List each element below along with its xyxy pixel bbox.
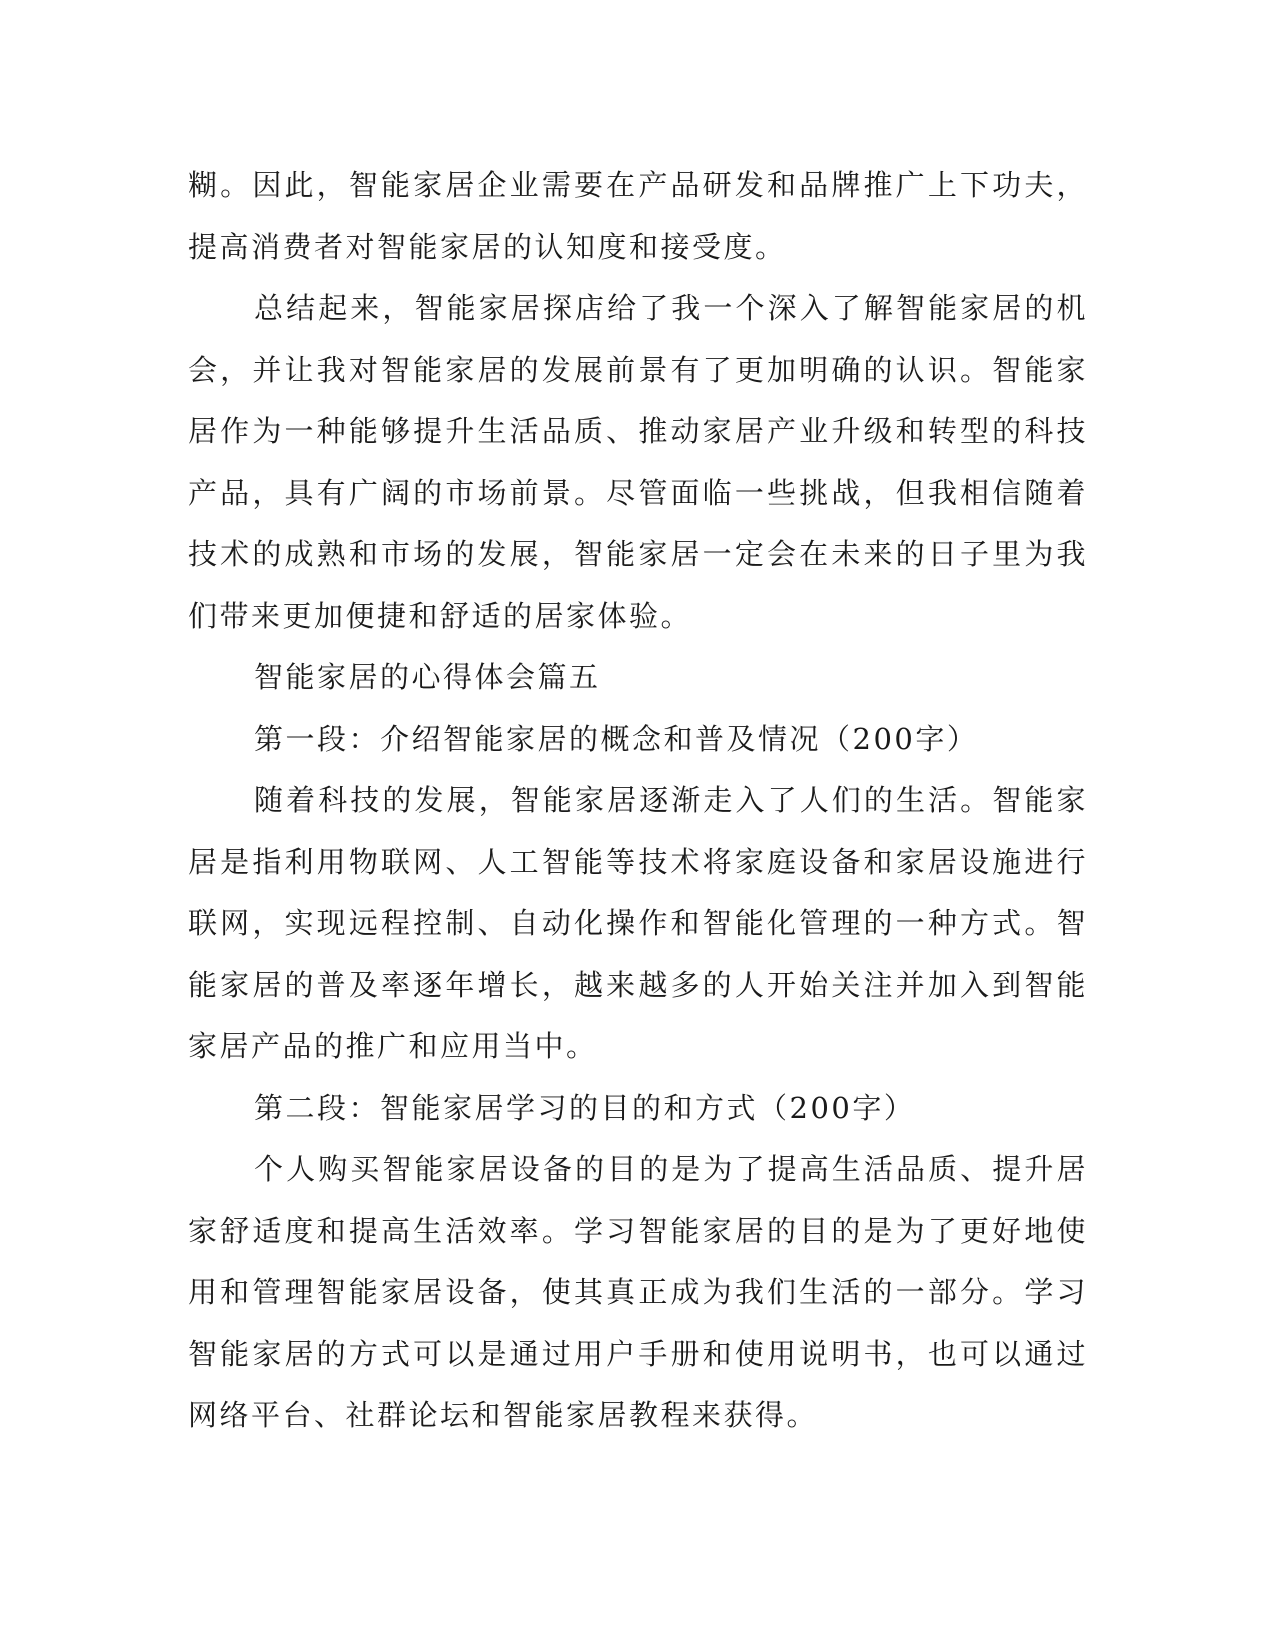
paragraph-concept: 随着科技的发展，智能家居逐渐走入了人们的生活。智能家居是指利用物联网、人工智能等技术将家庭设备和家居设施进行联网，实现远程控制、自动化操作和智能化管理的一种方式。智能家居的普及率逐年增长，越来越多的人开始关注并加入到智能家居产品的推广和应用当中。 [188, 783, 1088, 1063]
paragraph-summary: 总结起来，智能家居探店给了我一个深入了解智能家居的机会，并让我对智能家居的发展前景有了更加明确的认识。智能家居作为一种能够提升生活品质、推动家居产业升级和转型的科技产品，具有广阔的市场前景。尽管面临一些挑战，但我相信随着技术的成熟和市场的发展，智能家居一定会在未来的日子里为我们带来更加便捷和舒适的居家体验。 [188, 291, 1088, 633]
section-title: 智能家居的心得体会篇五 [254, 660, 601, 694]
document-body [188, 155, 1088, 1447]
paragraph-continuation: 糊。因此，智能家居企业需要在产品研发和品牌推广上下功夫，提高消费者对智能家居的认知度和接受度。 [188, 168, 1088, 264]
section-heading-one: 第一段：介绍智能家居的概念和普及情况（200字） [254, 721, 979, 756]
section-heading-two: 第二段：智能家居学习的目的和方式（200字） [254, 1090, 916, 1125]
paragraph-learning: 个人购买智能家居设备的目的是为了提高生活品质、提升居家舒适度和提高生活效率。学习智能家居的目的是为了更好地使用和管理智能家居设备，使其真正成为我们生活的一部分。学习智能家居的方式可以是通过用户手册和使用说明书，也可以通过网络平台、社群论坛和智能家居教程来获得。 [188, 1152, 1088, 1432]
